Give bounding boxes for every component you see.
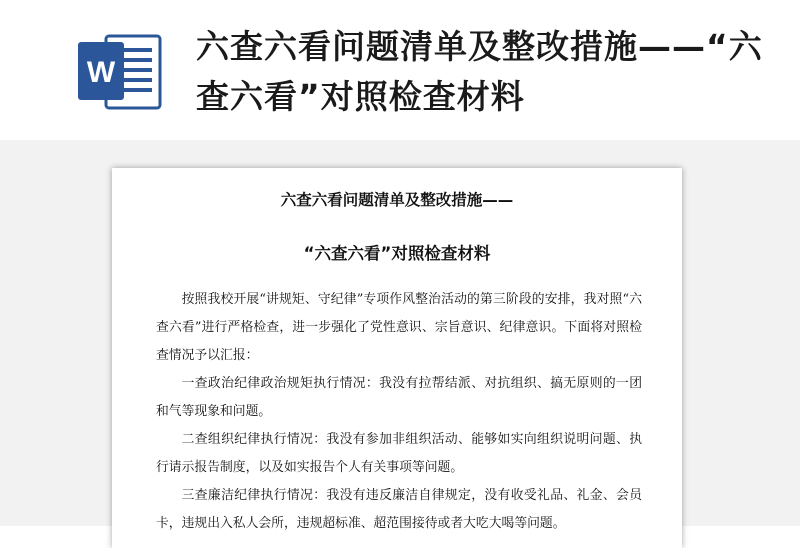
header-banner <box>0 0 800 140</box>
document-title-line1: 六查六看问题清单及整改措施—— <box>280 191 514 209</box>
paragraph: 一查政治纪律政治规矩执行情况：我没有拉帮结派、对抗组织、搞无原则的一团和气等现象和问题。 <box>156 376 642 419</box>
paragraph: 二查组织纪律执行情况：我没有参加非组织活动、能够如实向组织说明问题、执行请示报告制度，以及如实报告个人有关事项等问题。 <box>156 432 642 475</box>
document-title-line2: “六查六看”对照检查材料 <box>303 244 491 263</box>
document-page <box>112 168 682 548</box>
paragraph: 按照我校开展“讲规矩、守纪律”专项作风整治活动的第三阶段的安排，我对照“六查六看”进行严格检查，进一步强化了党性意识、宗旨意识、纪律意识。下面将对照检查情况予以汇报： <box>156 292 642 363</box>
word-document-icon <box>76 30 168 114</box>
document-body <box>156 286 642 538</box>
word-logo-letter: W <box>86 56 116 89</box>
page-title: 六查六看问题清单及整改措施——“六查六看”对照检查材料 <box>196 27 763 116</box>
paragraph: 三查廉洁纪律执行情况：我没有违反廉洁自律规定，没有收受礼品、礼金、会员卡，违规出入私人会所，违规超标准、超范围接待或者大吃大喝等问题。 <box>156 488 642 531</box>
